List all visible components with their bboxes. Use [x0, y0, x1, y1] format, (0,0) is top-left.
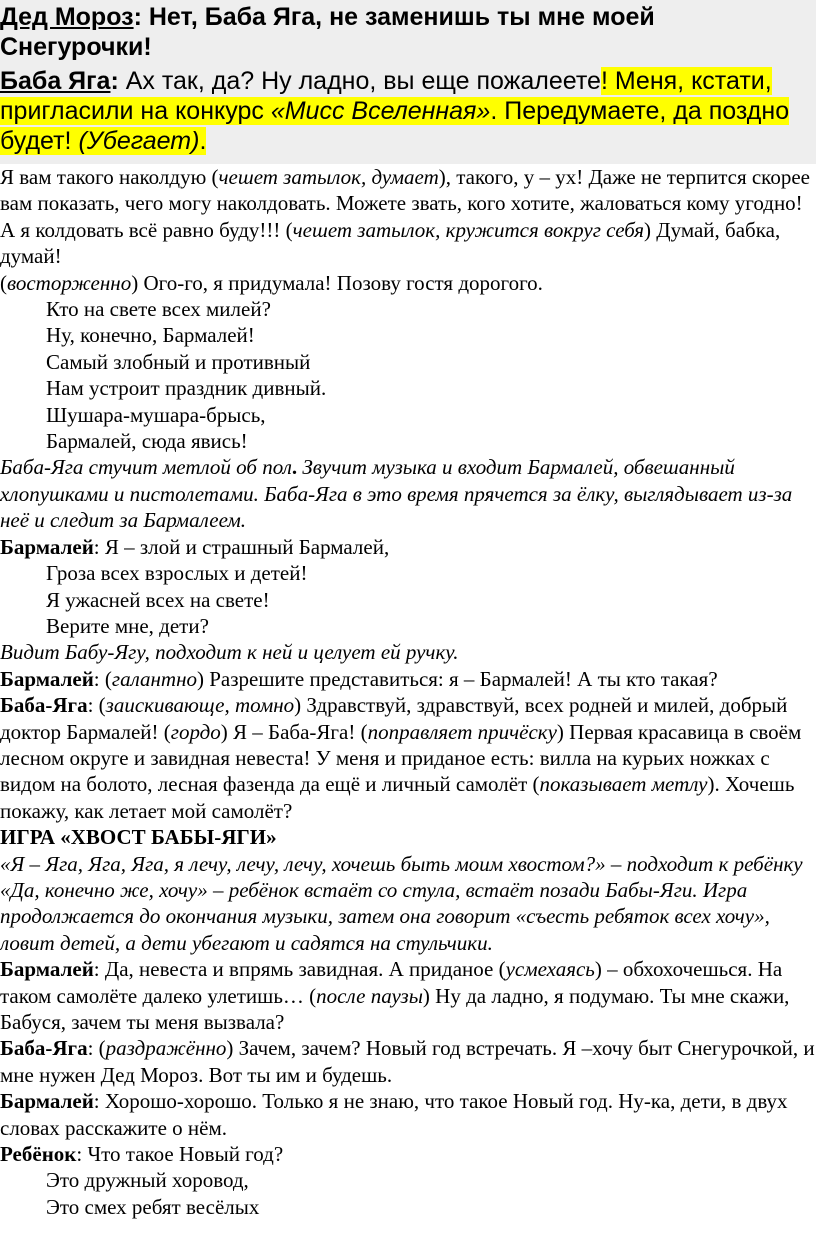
speaker-baba-yaga: Баба-Яга — [0, 1036, 88, 1061]
poem-line: Верите мне, дети? — [46, 613, 209, 638]
hl-part-1: ! Меня, кстати, пригласили на конкурс — [0, 67, 772, 125]
game-text-1: «Я – Яга, Яга, Яга, я лечу, лечу, лечу, хочешь быть моим хвостом?» – подходит к ребёнку — [0, 851, 803, 876]
poem-line: Самый злобный и противный — [46, 349, 311, 374]
hl-part-2: . Передумаете, да поздно будет! — [0, 97, 790, 155]
line-baba-yaga-1: Баба-Яга: (заискивающе, томно) Здравствуй, здравствуй, всех родней и милей, добрый доктор Бармалей! (гордо) Я – Баба-Яга! (поправляет причёску) Первая красавица в своём лесном округе и завидная невеста! У меня и приданое есть: вилла на курьих ножках с видом на болото, лесная фазенда да ещё и личный самолёт (показывает метлу). Хочешь покажу, как летает мой самолёт? — [0, 693, 802, 823]
paragraph-2: (восторженно) Ого-го, я придумала! Позову гостя дорогого. — [0, 270, 543, 295]
game-title: ИГРА «ХВОСТ БАБЫ-ЯГИ» — [0, 825, 277, 850]
header-line-baba-yaga — [0, 66, 810, 156]
baba-yaga-line: Ах так, да? Ну ладно, вы еще пожалеете — [118, 67, 601, 95]
speaker-ded-moroz: Дед Мороз — [0, 3, 134, 31]
speaker-barmaley: Бармалей — [0, 1089, 94, 1114]
poem-line: Ну, конечно, Бармалей! — [46, 323, 255, 348]
ded-moroz-line: Нет, Баба Яга, не заменишь ты мне моей Снегурочки! — [0, 3, 655, 61]
script-body — [0, 164, 816, 1220]
paragraph-1: Я вам такого наколдую (чешет затылок, думает), такого, у – ух! Даже не терпится скорее вам показать, чего могу наколдовать. Можете звать, кого хотите, жаловаться кому угодно! А я колдовать всё равно буду!!! (чешет затылок, кружится вокруг себя) Думай, бабка, думай! — [0, 165, 810, 269]
poem-line: Шушара-мушара-брысь, — [46, 402, 266, 427]
game-text-2: «Да, конечно же, хочу» – ребёнок встаёт со стула, встаёт позади Бабы-Яги. Игра продолжается до окончания музыки, затем она говорит «съесть ребяток всех хочу», ловит детей, а дети убегают и садятся на стульчики. — [0, 877, 770, 955]
dialogue-header — [0, 0, 816, 164]
line-barmaley-1: Бармалей: Я – злой и страшный Бармалей, — [0, 534, 390, 559]
hl-italic-2: (Убегает) — [78, 127, 200, 155]
speaker-barmaley: Бармалей — [0, 666, 94, 691]
line-barmaley-2: Бармалей: (галантно) Разрешите представиться: я – Бармалей! А ты кто такая? — [0, 666, 718, 691]
speaker-child: Ребёнок — [0, 1142, 77, 1167]
poem-line: Гроза всех взрослых и детей! — [46, 561, 308, 586]
poem-line: Я ужасней всех на свете! — [46, 587, 270, 612]
colon: : — [110, 67, 119, 95]
poem-line: Нам устроит праздник дивный. — [46, 376, 327, 401]
poem-line: Это дружный хоровод, — [46, 1168, 249, 1193]
hl-italic: «Мисс Вселенная» — [270, 97, 491, 125]
colon: : — [133, 3, 142, 31]
header-line-ded-moroz — [0, 2, 810, 62]
hl-end: . — [199, 127, 207, 155]
stage-direction-2: Видит Бабу-Ягу, подходит к ней и целует ей ручку. — [0, 640, 459, 665]
speaker-baba-yaga: Баба Яга — [0, 67, 111, 95]
stage-direction-1: Баба-Яга стучит метлой об пол. Звучит музыка и входит Бармалей, обвешанный хлопушками и пистолетами. Баба-Яга в это время прячется за ёлку, выглядывает из-за неё и следит за Бармалеем. — [0, 455, 793, 533]
speaker-barmaley: Бармалей — [0, 957, 94, 982]
line-barmaley-3: Бармалей: Да, невеста и впрямь завидная. А приданое (усмехаясь) – обхохочешься. На таком самолёте далеко улетишь… (после паузы) Ну да ладно, я подумаю. Ты мне скажи, Бабуся, зачем ты меня вызвала? — [0, 957, 790, 1034]
line-baba-yaga-2: Баба-Яга: (раздражённо) Зачем, зачем? Новый год встречать. Я –хочу быт Снегурочкой, и мне нужен Дед Мороз. Вот ты им и будешь. — [0, 1036, 815, 1087]
poem-line: Бармалей, сюда явись! — [46, 429, 248, 454]
poem-line: Это смех ребят весёлых — [46, 1194, 260, 1219]
speaker-barmaley: Бармалей — [0, 534, 94, 559]
line-barmaley-4: Бармалей: Хорошо-хорошо. Только я не знаю, что такое Новый год. Ну-ка, дети, в двух словах расскажите о нём. — [0, 1089, 788, 1140]
speaker-baba-yaga: Баба-Яга — [0, 693, 88, 718]
poem-line: Кто на свете всех милей? — [46, 297, 271, 322]
line-child: Ребёнок: Что такое Новый год? — [0, 1142, 284, 1167]
